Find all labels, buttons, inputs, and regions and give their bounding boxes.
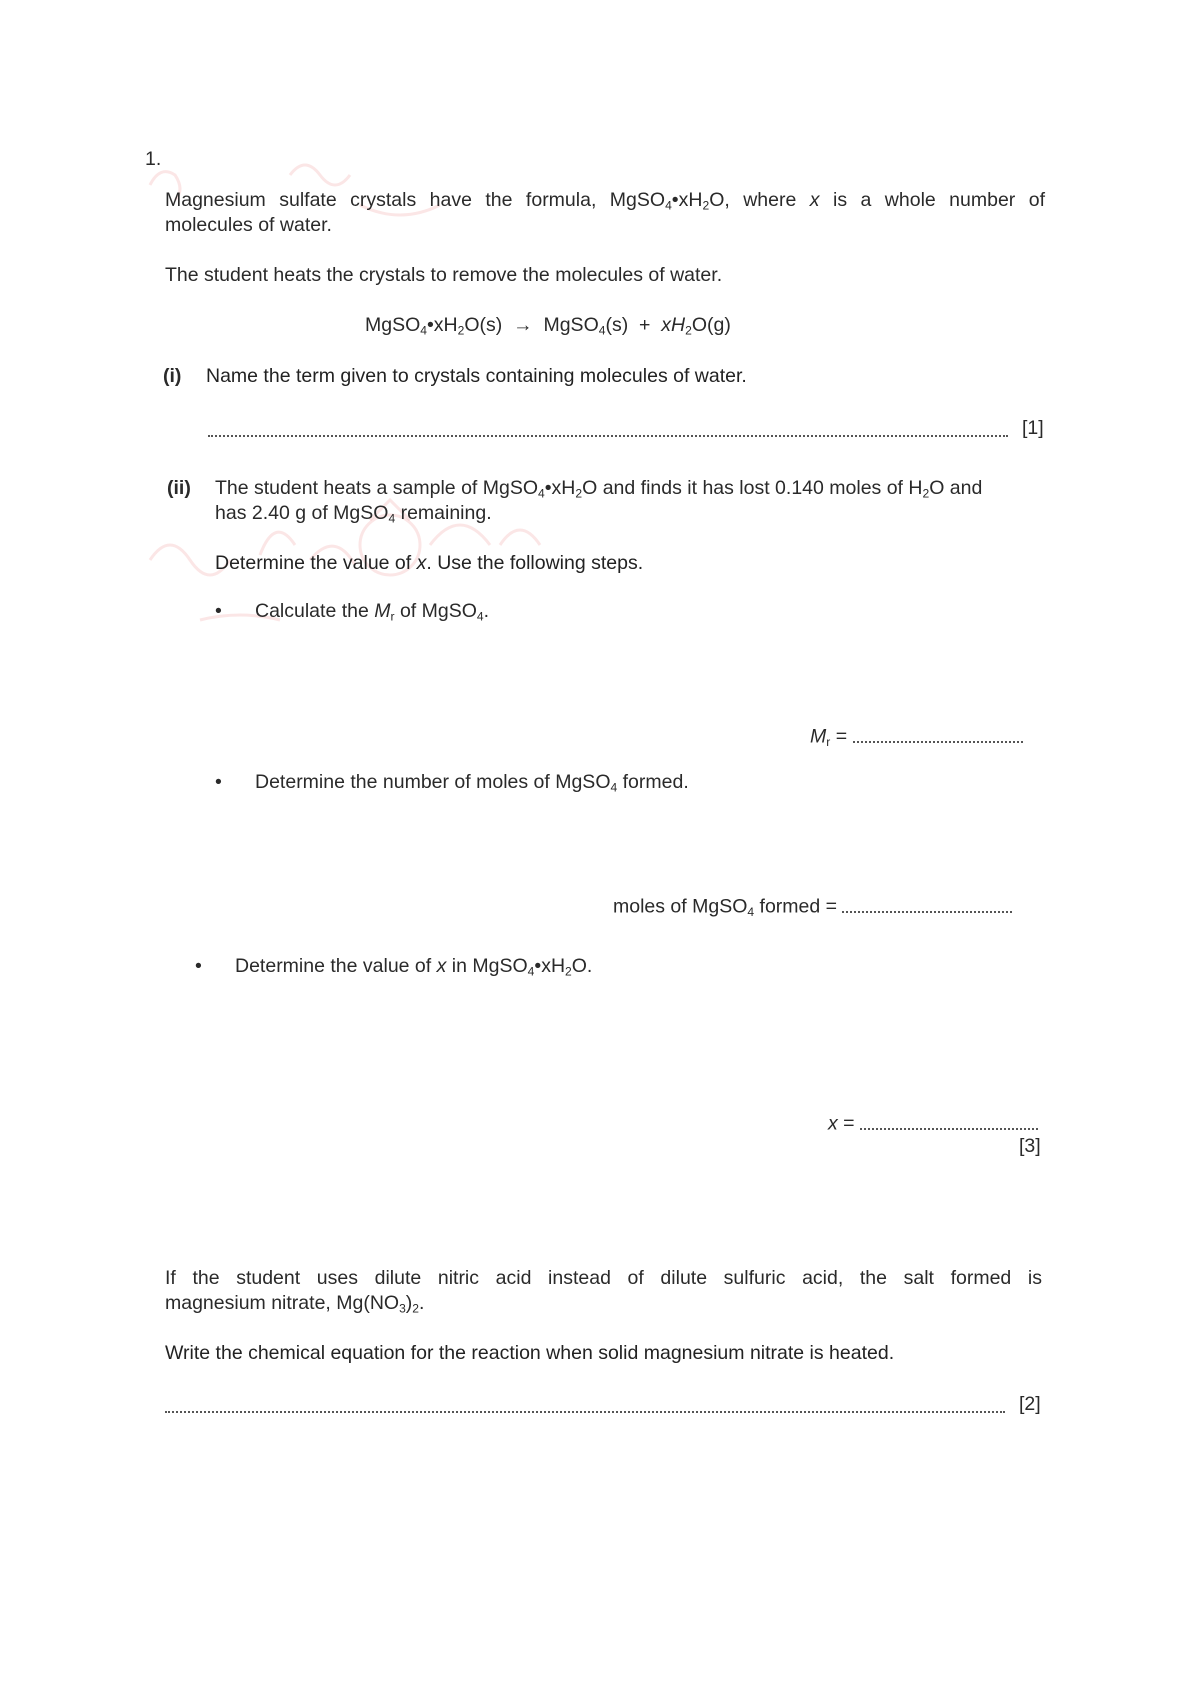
bullet-3-marker: • [195, 955, 202, 977]
bullet-2-marker: • [215, 771, 222, 793]
part-iii-marks: [2] [1019, 1393, 1041, 1415]
part-ii-label: (ii) [167, 477, 191, 499]
part-iii-answer-line[interactable] [165, 1393, 1005, 1419]
part-ii-line-2: has 2.40 g of MgSO$_4$ remaining. [215, 502, 492, 526]
part-i-answer-line[interactable] [208, 417, 1008, 443]
part-i-question: Name the term given to crystals containing molecules of water. [206, 365, 747, 387]
part-iii-question: Write the chemical equation for the reaction when solid magnesium nitrate is heated. [165, 1342, 895, 1364]
bullet-3-text: Determine the value of x in $MgSO_4•xH_2O$. [235, 955, 593, 979]
reaction-arrow: → [513, 314, 533, 336]
dehydration-equation: $MgSO_4•xH_2O(s)$ → MgSO$_4$(s) + $xH_2O(g)$ [365, 314, 731, 338]
moles-answer-field[interactable]: moles of MgSO$_4$ formed = [613, 893, 1012, 919]
question-number: 1. [145, 148, 162, 170]
part-i-marks: [1] [1022, 417, 1044, 439]
heating-sentence: The student heats the crystals to remove the molecules of water. [165, 264, 723, 286]
bullet-2-text: Determine the number of moles of MgSO$_4$ formed. [255, 771, 689, 795]
part-ii-instruction: Determine the value of x. Use the following steps. [215, 552, 644, 574]
bullet-1-text: Calculate the $M_r$ of MgSO$_4$. [255, 600, 490, 624]
part-ii-marks: [3] [1019, 1135, 1041, 1157]
part-iii-line-1: If the student uses dilute nitric acid instead of dilute sulfuric acid, the salt formed is [165, 1267, 1042, 1289]
mr-answer-field[interactable]: $M_r$ = [810, 723, 1023, 749]
part-iii-line-2: magnesium nitrate, $Mg(NO_3)_2$. [165, 1292, 425, 1316]
intro-line-2: molecules of water. [165, 214, 332, 236]
x-answer-field[interactable]: x = [828, 1110, 1038, 1136]
intro-line-1: Magnesium sulfate crystals have the formula, $MgSO_4•xH_2O$, where x is a whole number of [165, 189, 1046, 213]
part-ii-line-1: The student heats a sample of $MgSO_4•xH_2O$ and finds it has lost 0.140 moles of $H_2O$ and [215, 477, 983, 501]
bullet-1-marker: • [215, 600, 222, 622]
intro-text-a: Magnesium sulfate crystals have the formula, MgSO [165, 189, 666, 211]
part-i-label: (i) [163, 365, 182, 387]
